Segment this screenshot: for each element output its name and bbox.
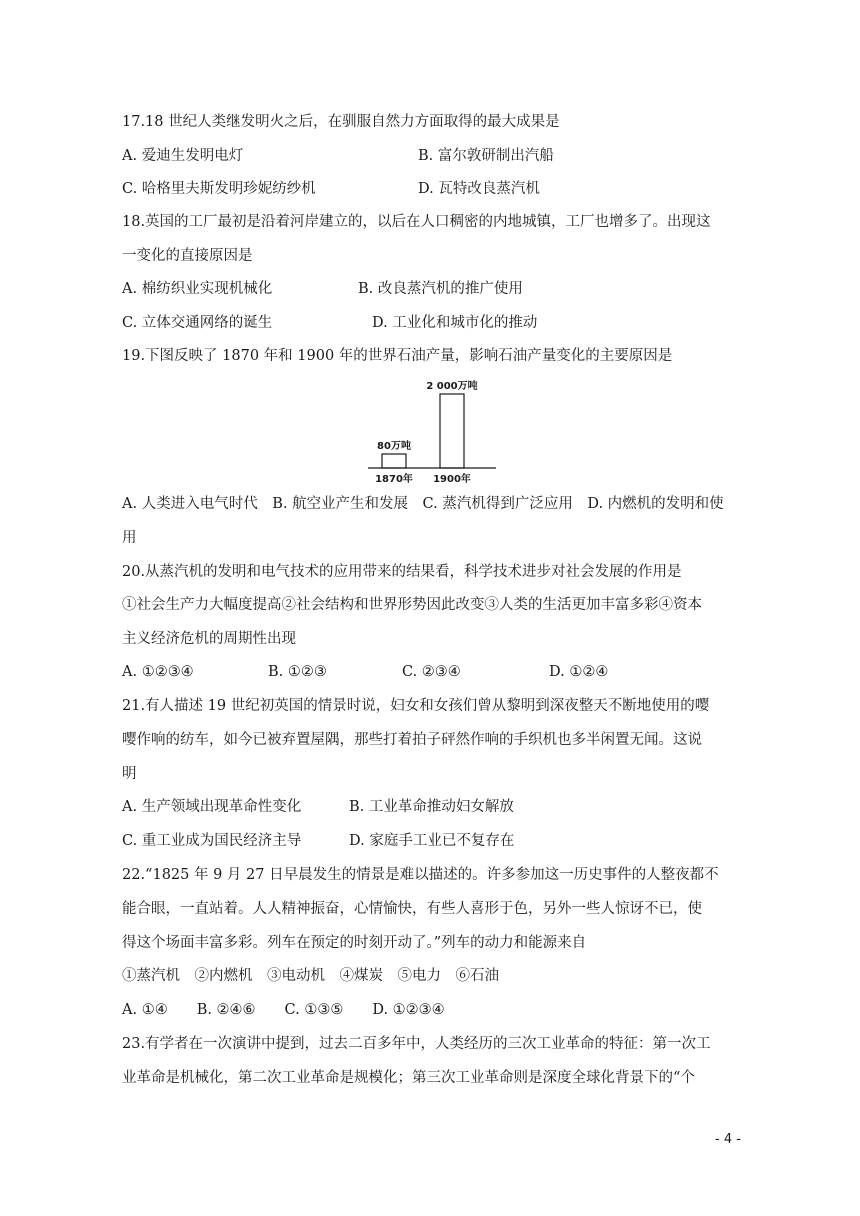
q20-option-a: A. ①②③④	[122, 664, 194, 680]
chart-category-label-1: 1900年	[433, 474, 471, 485]
q21-stem-line2: 嘤作响的纺车，如今已被弃置屋隅，那些打着拍子砰然作响的手织机也多半闲置无闻。这说	[122, 732, 702, 748]
q19-options-line1: A. 人类进入电气时代 B. 航空业产生和发展 C. 蒸汽机得到广泛应用 D. 内燃机的发明和使	[122, 496, 724, 512]
q18-option-a: A. 棉纺织业实现机械化	[122, 281, 273, 297]
chart-category-label-0: 1870年	[375, 474, 413, 485]
q21-stem-line1: 21.有人描述 19 世纪初英国的情景时说，妇女和女孩们曾从黎明到深夜整天不断地使用的嘤	[122, 698, 710, 714]
chart-bar-0	[382, 454, 406, 468]
q21-option-d: D. 家庭手工业已不复存在	[349, 833, 515, 849]
q20-option-b: B. ①②③	[268, 664, 327, 680]
q17-option-a: A. 爱迪生发明电灯	[122, 148, 244, 164]
q17-option-d: D. 瓦特改良蒸汽机	[418, 181, 540, 197]
chart-bar-1	[440, 394, 464, 468]
q20-items-line1: ①社会生产力大幅度提高②社会结构和世界形势因此改变③人类的生活更加丰富多彩④资本	[122, 597, 702, 613]
q18-option-d: D. 工业化和城市化的推动	[372, 315, 538, 331]
q21-option-c: C. 重工业成为国民经济主导	[122, 833, 302, 849]
q23-stem-line1: 23.有学者在一次演讲中提到，过去二百多年中，人类经历的三次工业革命的特征：第一次工	[122, 1036, 711, 1052]
chart-data-label-1: 2 000万吨	[426, 381, 478, 392]
q20-option-c: C. ②③④	[402, 664, 461, 680]
q21-stem-line3: 明	[122, 766, 137, 782]
q18-stem-line2: 一变化的直接原因是	[122, 248, 253, 264]
q22-options: A. ①④ B. ②④⑥ C. ①③⑤ D. ①②③④	[122, 1002, 445, 1018]
q20-items-line2: 主义经济危机的周期性出现	[122, 631, 296, 647]
q17-stem: 17.18 世纪人类继发明火之后，在驯服自然力方面取得的最大成果是	[122, 114, 560, 130]
oil-production-chart	[368, 374, 498, 488]
q18-stem-line1: 18.英国的工厂最初是沿着河岸建立的，以后在人口稠密的内地城镇，工厂也增多了。出现这	[122, 214, 711, 230]
q20-stem: 20.从蒸汽机的发明和电气技术的应用带来的结果看，科学技术进步对社会发展的作用是	[122, 564, 682, 580]
q22-stem-line1: 22.“1825 年 9 月 27 日早晨发生的情景是难以描述的。许多参加这一历史事件的人整夜都不	[122, 867, 719, 883]
q17-option-c: C. 哈格里夫斯发明珍妮纺纱机	[122, 181, 316, 197]
q18-option-b: B. 改良蒸汽机的推广使用	[358, 281, 523, 297]
q22-items: ①蒸汽机 ②内燃机 ③电动机 ④煤炭 ⑤电力 ⑥石油	[122, 968, 499, 984]
q17-option-b: B. 富尔敦研制出汽船	[418, 148, 554, 164]
q21-option-a: A. 生产领域出现革命性变化	[122, 799, 302, 815]
q23-stem-line2: 业革命是机械化，第二次工业革命是规模化；第三次工业革命则是深度全球化背景下的“个	[122, 1070, 695, 1086]
q20-option-d: D. ①②④	[549, 664, 609, 680]
chart-data-label-0: 80万吨	[377, 441, 411, 452]
q18-option-c: C. 立体交通网络的诞生	[122, 315, 273, 331]
page-number: - 4 -	[715, 1132, 741, 1147]
q21-option-b: B. 工业革命推动妇女解放	[349, 799, 514, 815]
q19-options-line2: 用	[122, 530, 137, 546]
q22-stem-line2: 能合眼，一直站着。人人精神振奋，心情愉快，有些人喜形于色，另外一些人惊讶不已，使	[122, 901, 702, 917]
q22-stem-line3: 得这个场面丰富多彩。列车在预定的时刻开动了。”列车的动力和能源来自	[122, 935, 587, 951]
q19-stem: 19.下图反映了 1870 年和 1900 年的世界石油产量，影响石油产量变化的主要原因是	[122, 348, 673, 364]
